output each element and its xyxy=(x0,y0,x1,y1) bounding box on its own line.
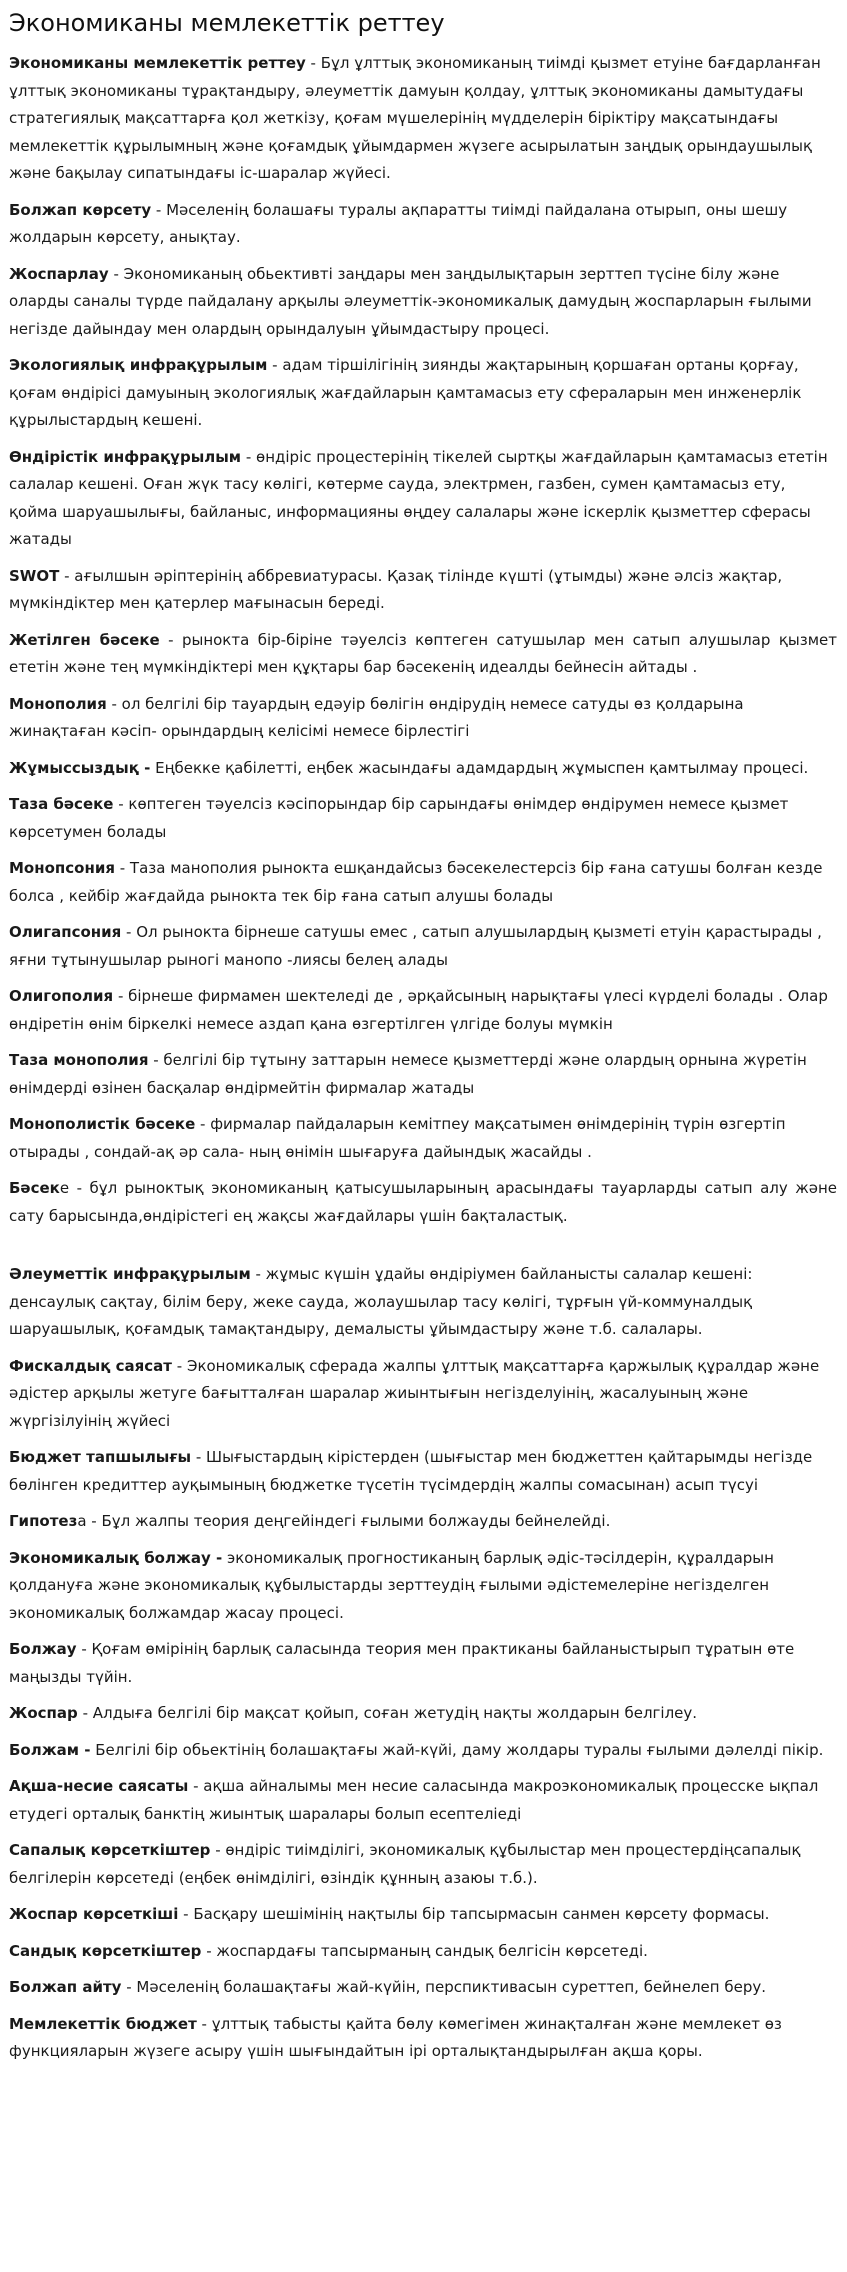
entry-term: Бәсек xyxy=(9,1179,60,1197)
entry-forecast xyxy=(9,1737,837,1765)
entry-term: Олигополия xyxy=(9,987,114,1005)
page-title: Экономиканы мемлекеттік реттеу xyxy=(9,9,445,37)
entry-definition: - ұлттық табысты қайта бөлу көмегімен жинақталған және мемлекет өз функцияларын жүзеге асыру үшін шығындайтын ірі орталықтандырылған ақша қоры. xyxy=(9,2014,782,2060)
entry-definition: - жоспардағы тапсырманың сандық белгісін көрсетеді. xyxy=(201,1941,648,1960)
entry-term: Экологиялық инфрақұрылым xyxy=(9,356,268,374)
entry-term: Болжам - xyxy=(9,1740,91,1759)
entry-production-infrastructure xyxy=(9,444,837,554)
entry-oligopoly xyxy=(9,983,837,1038)
entry-plan xyxy=(9,1700,837,1728)
entry-economic-regulation xyxy=(9,50,837,188)
entry-social-infrastructure xyxy=(9,1261,837,1344)
entry-definition: - белгілі бір тұтыну заттарын немесе қызметтерді және олардың орнына жүретін өнімдерді өзінен басқалар өндірмейтін фирмалар жатады xyxy=(9,1051,807,1097)
entry-definition: - өндіріс тиімділігі, экономикалық құбылыстар мен процестердіңсапалық белгілерін көрсетеді (еңбек өнімділігі, өзіндік құнның азаюы т.б.). xyxy=(9,1841,801,1887)
entry-plan-indicator xyxy=(9,1901,837,1929)
entry-definition: - Экономикалық сферада жалпы ұлттық мақсаттарға қаржылық құралдар және әдістер арқылы жетуге бағытталған шаралар жиынтығын негізделуінің, жасалуының және жүргізілуінің жүйесі xyxy=(9,1356,820,1430)
entry-quality-indicators xyxy=(9,1837,837,1892)
entry-monopsony xyxy=(9,855,837,910)
entry-term: Жоспар xyxy=(9,1704,78,1722)
entry-term: Монополистік бәсеке xyxy=(9,1115,196,1133)
entry-predict xyxy=(9,1974,837,2002)
entry-term: Болжап көрсету xyxy=(9,200,152,219)
entry-definition: - Мәселенің болашақтағы жай-күйін, перспиктивасын суреттеп, бейнелеп беру. xyxy=(121,1978,766,1996)
entry-term: Экономиканы мемлекеттік реттеу xyxy=(9,54,306,72)
entry-term: Жетілген бәсеке xyxy=(9,630,160,649)
entry-definition: - өндіріс процестерінің тікелей сыртқы жағдайларын қамтамасыз ететін салалар кешені. Оған жүк тасу көлігі, көтерме сауда, электрмен, газбен, сумен қамтамасыз ету, қойма шаруашылығы, байланыс, информацияны өңдеу салалары және іскерлік қызметтер сферасы жатады xyxy=(9,447,828,548)
entry-planning xyxy=(9,261,837,344)
entry-definition: - рынокта бір-біріне тәуелсіз көптеген сатушылар мен сатып алушылар қызмет ететін және тең мүмкіндіктері мен құқтары бар бәсекенің идеалды бейнесін айтады . xyxy=(9,630,837,676)
entry-term: Бюджет тапшылығы xyxy=(9,1448,192,1466)
entry-term: Болжау xyxy=(9,1640,77,1658)
entry-term: Таза монополия xyxy=(9,1051,149,1069)
entry-term: Ақша-несие саясаты xyxy=(9,1777,189,1795)
entry-budget-deficit xyxy=(9,1444,837,1499)
entry-definition: экономикалық прогностиканың барлық әдіс-тәсілдерін, құралдарын қолдануға және экономикалық құбылыстарды зерттеудің ғылыми әдістемелеріне негізделген экономикалық болжамдар жасау процесі. xyxy=(9,1548,774,1622)
entry-term: Сандық көрсеткіштер xyxy=(9,1941,202,1960)
entry-term: Болжап айту xyxy=(9,1978,122,1996)
entry-forecast-show xyxy=(9,197,837,252)
entry-definition: - бірнеше фирмамен шектеледі де , әрқайсының нарықтағы үлесі күрделі болады . Олар өндіретін өнім біркелкі немесе аздап қана өзгертілген үлгіде болуы мүмкін xyxy=(9,987,828,1033)
entry-definition: - ағылшын әріптерінің аббревиатурасы. Қазақ тілінде күшті (ұтымды) және әлсіз жақтар, мүмкіндіктер мен қатерлер мағынасын береді. xyxy=(9,566,783,612)
entry-quantitative-indicators xyxy=(9,1938,837,1966)
entry-definition: - Мәселенің болашағы туралы ақпаратты тиімді пайдалана отырып, оны шешу жолдарын көрсету, анықтау. xyxy=(9,200,788,246)
entry-term: Жұмыссыздық - xyxy=(9,758,151,777)
entry-term: Олигапсония xyxy=(9,923,122,941)
entry-pure-monopoly xyxy=(9,1047,837,1102)
entry-monopoly xyxy=(9,691,837,746)
entry-definition: - фирмалар пайдаларын кемітпеу мақсатымен өнімдерінің түрін өзгертіп отырады , сондай-ақ әр сала- ның өнімін шығаруға дайындық жасайды . xyxy=(9,1115,786,1161)
entry-definition: - Бұл ұлттық экономиканың тиімді қызмет етуіне бағдарланған ұлттық экономиканы тұрақтандыру, әлеуметтік дамуын қолдау, ұлттық экономиканы дамытудағы стратегиялық мақсаттарға қол жеткізу, қоғам мүшелерінің мүдделерін біріктіру мақсатындағы мемлекеттік құрылымның және қоғамдық ұйымдармен жүзеге асырылатын заңдық орындаушылық және бақылау сипатындағы іс-шаралар жүйесі. xyxy=(9,54,821,182)
entry-definition: Еңбекке қабілетті, еңбек жасындағы адамдардың жұмыспен қамтылмау процесі. xyxy=(150,758,809,777)
entry-term: Жоспар көрсеткіші xyxy=(9,1905,179,1923)
entry-definition: - жұмыс күшін ұдайы өндіріумен байланысты салалар кешені: денсаулық сақтау, білім беру, жеке сауда, жолаушылар тасу көлігі, тұрғын үй-коммуналдық шаруашылық, қоғамдық тамақтандыру, демалысты ұйымдастыру және т.б. салалары. xyxy=(9,1265,753,1338)
entry-definition: - ақша айналымы мен несие саласында макроэкономикалық процесске ықпал етудегі орталық банктің жиынтық шаралары болып есептеліеді xyxy=(9,1777,819,1823)
entry-state-budget xyxy=(9,2011,837,2066)
entry-term: Монопсония xyxy=(9,859,115,877)
entry-term: Жоспарлау xyxy=(9,264,109,283)
entry-monopolistic-competition xyxy=(9,1111,837,1166)
entry-definition: - Экономиканың обьективті заңдары мен заңдылықтарын зерттеп түсіне білу және оларды саналы түрде пайдалану арқылы әлеуметтік-экономикалық дамудың жоспарларын ғылыми негізде дайындау мен олардың орындалуын ұйымдастыру процесі. xyxy=(9,264,812,338)
entry-oligopsony xyxy=(9,919,837,974)
entry-definition: - Ол рынокта бірнеше сатушы емес , сатып алушылардың қызметі етуін қарастырады , яғни тұтынушылар рыногі манопо -лиясы белең алады xyxy=(9,923,822,969)
entry-term: SWOT xyxy=(9,566,60,585)
entry-hypothesis xyxy=(9,1508,837,1536)
entry-definition: - ол белгілі бір тауардың едәуір бөлігін өндірудің немесе сатуды өз қолдарына жинақтаған кәсіп- орындардың келісімі немесе бірлестігі xyxy=(9,694,744,740)
entry-pure-competition xyxy=(9,791,837,846)
entry-term: Өндірістік инфрақұрылым xyxy=(9,447,242,466)
entry-definition: - Басқару шешімінің нақтылы бір тапсырмасын санмен көрсету формасы. xyxy=(178,1905,770,1923)
entry-competition xyxy=(9,1175,837,1230)
entry-term: Әлеуметтік инфрақұрылым xyxy=(9,1265,251,1283)
entry-term: Гипотез xyxy=(9,1512,78,1530)
entry-swot xyxy=(9,563,837,618)
entry-definition: - көптеген тәуелсіз кәсіпорындар бір сарындағы өнімдер өндірумен немесе қызмет көрсетумен болады xyxy=(9,795,789,841)
entry-definition: е - бұл рыноктық экономиканың қатысушыларының арасындағы тауарларды сатып алу және сату барысында,өндірістегі ең жақсы жағдайлары үшін бақталастық. xyxy=(9,1179,837,1225)
entry-term: Экономикалық болжау - xyxy=(9,1548,223,1567)
entry-term: Фискалдық саясат xyxy=(9,1356,173,1375)
entry-fiscal-policy xyxy=(9,1353,837,1436)
entry-definition: Белгілі бір обьектінің болашақтағы жай-күйі, даму жолдары туралы ғылыми дәлелді пікір. xyxy=(90,1740,824,1759)
entry-monetary-policy xyxy=(9,1773,837,1828)
entry-definition: - Алдыға белгілі бір мақсат қойып, соған жетудің нақты жолдарын белгілеу. xyxy=(77,1704,698,1722)
entry-term: Сапалық көрсеткіштер xyxy=(9,1841,211,1859)
entry-perfect-competition xyxy=(9,627,837,682)
entry-economic-forecasting xyxy=(9,1545,837,1628)
paragraph-gap xyxy=(9,1239,837,1261)
entry-definition: - Таза манополия рынокта ешқандайсыз бәсекелестерсіз бір ғана сатушы болған кезде болса , кейбір жағдайда рынокта тек бір ғана сатып алушы болады xyxy=(9,859,823,905)
entry-definition: - адам тіршілігінің зиянды жақтарының қоршаған ортаны қорғау, қоғам өндірісі дамуының экологиялық жағдайларын қамтамасыз ету сфераларын мен инженерлік құрылыстардың кешені. xyxy=(9,356,802,429)
entry-term: Таза бәсеке xyxy=(9,795,114,813)
entry-definition: - Қоғам өмірінің барлық саласында теория мен практиканы байланыстырып тұратын өте маңызды түйін. xyxy=(9,1640,795,1686)
entry-definition: а - Бұл жалпы теория деңгейіндегі ғылыми болжауды бейнелейді. xyxy=(77,1512,611,1530)
entry-term: Монополия xyxy=(9,694,107,713)
entry-ecological-infrastructure xyxy=(9,352,837,435)
entry-definition: - Шығыстардың кірістерден (шығыстар мен бюджеттен қайтарымды негізде бөлінген кредиттер ауқымының бюджетке түсетін түсімдердің жалпы сомасынан) асып түсуі xyxy=(9,1448,813,1494)
entry-forecasting xyxy=(9,1636,837,1691)
entry-unemployment xyxy=(9,755,837,783)
entry-term: Мемлекеттік бюджет xyxy=(9,2014,197,2033)
